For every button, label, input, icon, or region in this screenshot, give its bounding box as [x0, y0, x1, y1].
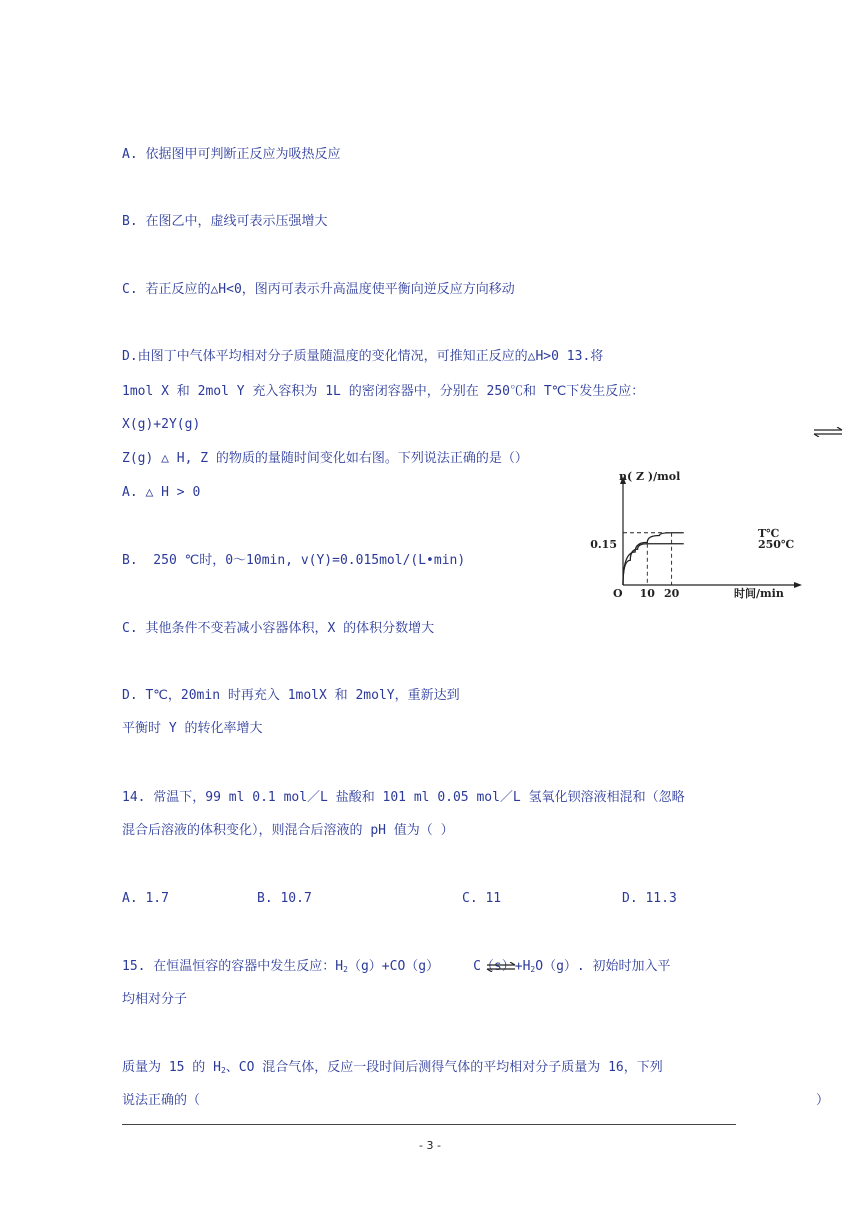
- q14-line1: 14. 常温下，99 ml 0.1 mol／L 盐酸和 101 ml 0.05 mol／L 氢氧化钡溶液相混和（忽略: [122, 790, 685, 805]
- y-axis-label: n( Z )/mol: [619, 470, 681, 483]
- q12-option-b: B. 在图乙中，虚线可表示压强增大: [122, 214, 328, 229]
- q15-subscript: 2: [343, 965, 348, 974]
- q15-subscript: 2: [220, 1066, 226, 1075]
- q15-line2: 均相对分子: [122, 992, 188, 1007]
- q12-option-d: D.由图丁中气体平均相对分子质量随温度的变化情况，可推知正反应的△H>0 13.将: [122, 349, 604, 364]
- x-tick-label: 10: [639, 587, 655, 600]
- x-axis-arrow: [794, 582, 802, 588]
- q15-line1-part-b: （g）+CO（g）: [347, 959, 440, 974]
- q13-option-b: B. 250 ℃时，0～10min, v(Y)=0.015mol/(L•min): [122, 553, 466, 568]
- q13-option-d-line1: D. T℃，20min 时再充入 1molX 和 2molY，重新达到: [122, 688, 460, 703]
- equilibrium-arrow-icon: [813, 427, 843, 437]
- q15-line3-part-b: 、CO 混合气体，反应一段时间后测得气体的平均相对分子质量为 16，下列: [225, 1060, 663, 1075]
- q13-option-c: C. 其他条件不变若减小容器体积，X 的体积分数增大: [122, 621, 435, 636]
- q15-line4: 说法正确的（: [122, 1093, 201, 1108]
- legend-label-1: 250℃: [758, 537, 795, 551]
- q12-option-a: A. 依据图甲可判断正反应为吸热反应: [122, 147, 341, 162]
- equilibrium-arrow-icon: [486, 962, 516, 972]
- q13-option-d-line2: 平衡时 Y 的转化率增大: [122, 721, 263, 736]
- legend-label-0: T℃: [758, 526, 780, 540]
- q15-line3: [122, 1059, 663, 1080]
- q13-stem-line1: 1mol X 和 2mol Y 充入容积为 1L 的密闭容器中，分别在 250℃和 T℃下发生反应：: [122, 384, 645, 399]
- x-axis-label: 时间/min: [734, 587, 784, 600]
- q13-stem-line2: X(g)+2Y(g): [122, 417, 201, 432]
- q15-subscript: 2: [530, 965, 536, 974]
- q12-option-c: C. 若正反应的△H<0，图丙可表示升高温度使平衡向逆反应方向移动: [122, 282, 515, 297]
- q15-line1-part-a: 15. 在恒温恒容的容器中发生反应：H: [122, 959, 344, 974]
- q14-option-b: B. 10.7: [257, 891, 312, 906]
- series-line-0: [623, 533, 684, 585]
- q13-option-a: A. △ H > 0: [122, 485, 201, 500]
- page-number: - 3 -: [419, 1139, 441, 1152]
- x-tick-label: 20: [663, 587, 680, 600]
- q13-stem-line3: Z(g) △ H, Z 的物质的量随时间变化如右图。下列说法正确的是（）: [122, 451, 528, 466]
- q15-line1-part-c: C（s）+H: [473, 959, 531, 974]
- q15-line1: [122, 958, 671, 979]
- q15-line4-close-paren: ）: [816, 1093, 830, 1108]
- q14-option-a: A. 1.7: [122, 891, 169, 906]
- q14-option-c: C. 11: [462, 891, 502, 906]
- origin-label: O: [613, 587, 623, 600]
- footer-rule: [122, 1124, 736, 1125]
- q15-line1-part-d: O（g）. 初始时加入平: [535, 959, 671, 974]
- series-line-1: [623, 544, 684, 585]
- y-tick-label: 0.15: [590, 537, 617, 551]
- nz-time-chart: [580, 468, 810, 603]
- q14-option-d: D. 11.3: [622, 891, 677, 906]
- q15-line3-part-a: 质量为 15 的 H: [122, 1060, 221, 1075]
- q14-line2: 混合后溶液的体积变化），则混合后溶液的 pH 值为（ ）: [122, 823, 454, 838]
